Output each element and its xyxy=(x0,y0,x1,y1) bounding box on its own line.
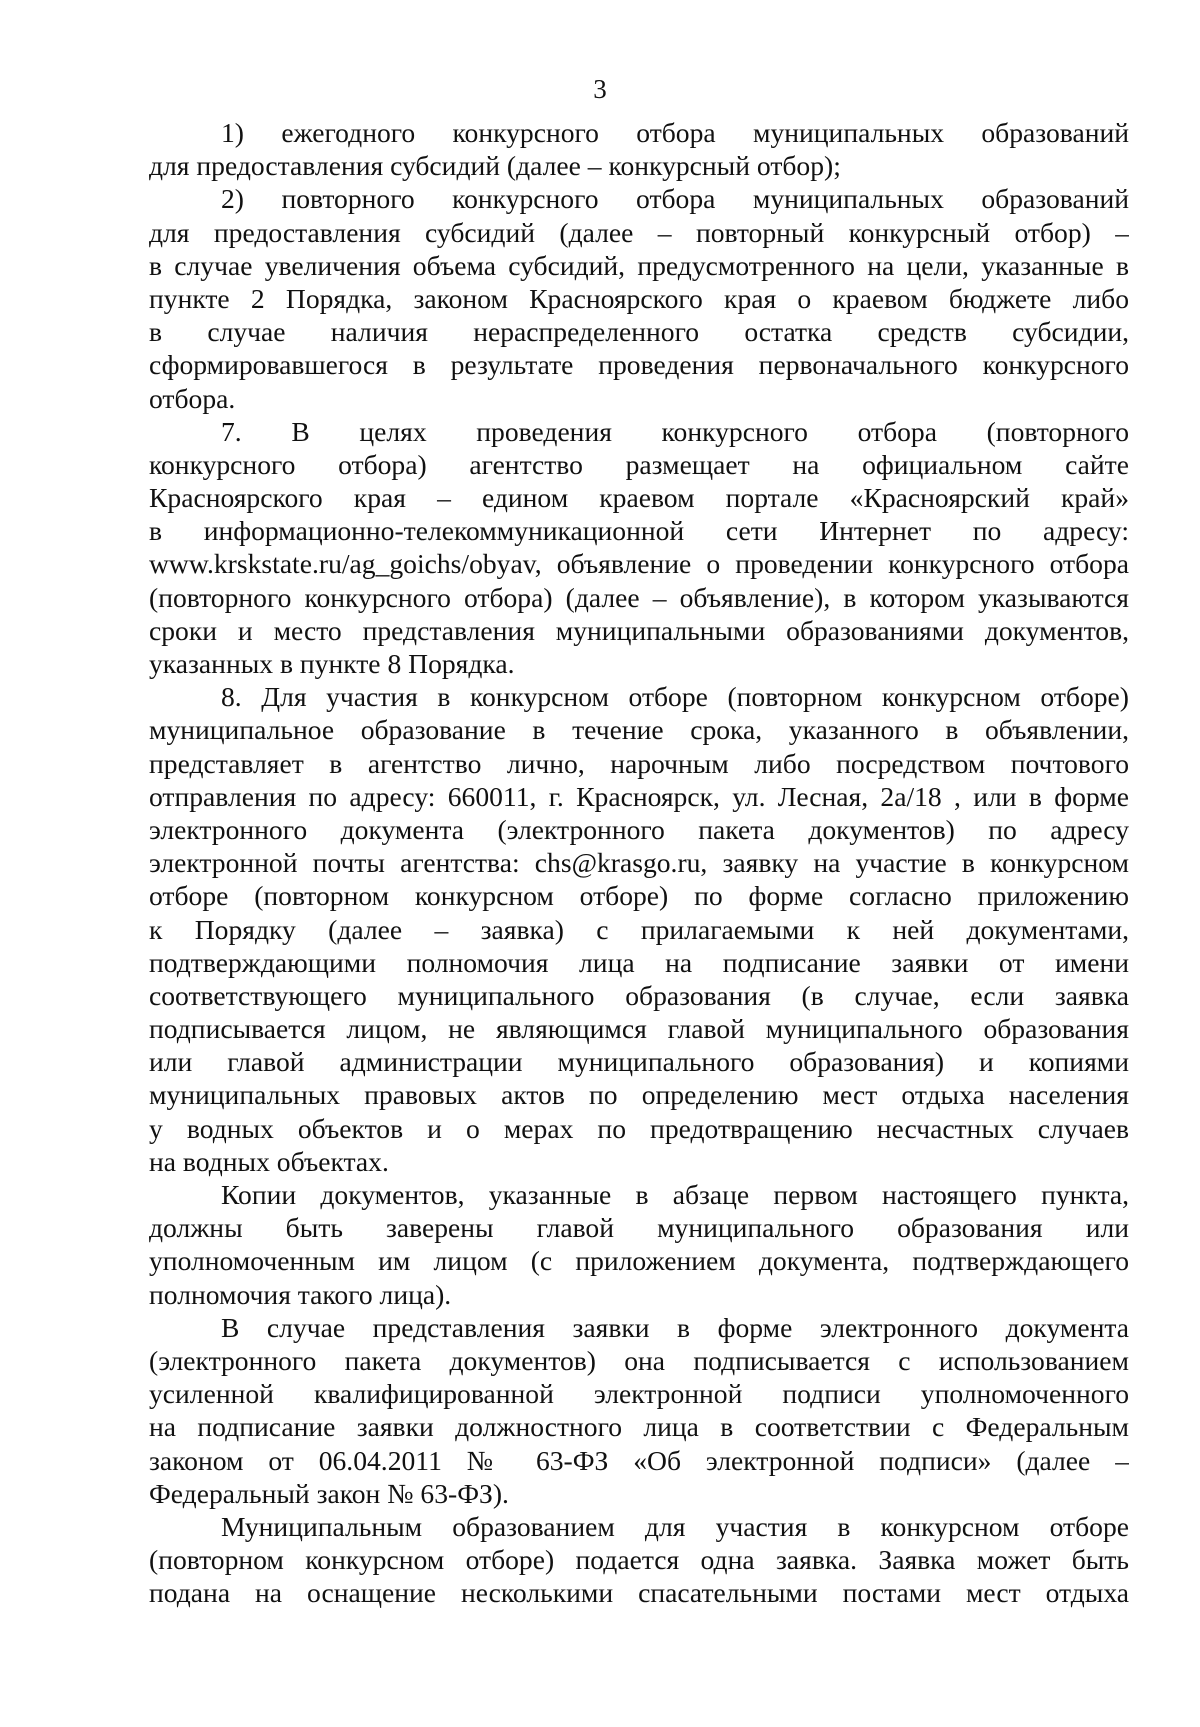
text-line: пункте 2 Порядка, законом Красноярского края о краевом бюджете либо xyxy=(149,282,1129,314)
text-line: (электронного пакета документов) она подписывается с использованием xyxy=(149,1344,1129,1376)
text-line: сроки и место представления муниципальными образованиями документов, xyxy=(149,614,1129,646)
text-line: для предоставления субсидий (далее – повторный конкурсный отбор) – xyxy=(149,216,1129,248)
text-line: www.krskstate.ru/ag_goichs/obyav, объявление о проведении конкурсного отбора xyxy=(149,548,1129,580)
text-line: к Порядку (далее – заявка) с прилагаемыми к ней документами, xyxy=(149,913,1129,945)
text-line: подана на оснащение несколькими спасательными постами мест отдыха xyxy=(149,1577,1129,1609)
text-line: у водных объектов и о мерах по предотвращению несчастных случаев xyxy=(149,1112,1129,1144)
text-line: Муниципальным образованием для участия в конкурсном отборе xyxy=(221,1510,1129,1542)
text-line: в случае увеличения объема субсидий, предусмотренного на цели, указанные в xyxy=(149,249,1129,281)
document-body xyxy=(149,116,1129,1609)
text-line: 1) ежегодного конкурсного отбора муниципальных образований xyxy=(221,117,1129,148)
text-line: законом от 06.04.2011 № 63-ФЗ «Об электронной подписи» (далее – xyxy=(149,1444,1129,1476)
text-line: подписывается лицом, не являющимся главой муниципального образования xyxy=(149,1013,1129,1045)
text-line: электронной почты агентства: chs@krasgo.ru, заявку на участие в конкурсном xyxy=(149,847,1129,879)
text-line: в информационно-телекоммуникационной сети Интернет по адресу: xyxy=(149,515,1129,547)
text-line: для предоставления субсидий (далее – конкурсный отбор); xyxy=(149,150,841,182)
text-line: или главой администрации муниципального образования) и копиями xyxy=(149,1046,1129,1078)
text-line: должны быть заверены главой муниципального образования или xyxy=(149,1212,1129,1244)
text-line: муниципальное образование в течение срока, указанного в объявлении, xyxy=(149,714,1129,746)
text-line: Федеральный закон № 63-ФЗ). xyxy=(149,1477,509,1509)
text-line: полномочия такого лица). xyxy=(149,1278,452,1310)
text-line: подтверждающими полномочия лица на подписание заявки от имени xyxy=(149,946,1129,978)
text-line: на водных объектах. xyxy=(149,1145,389,1177)
text-line: в случае наличия нераспределенного остатка средств субсидии, xyxy=(149,316,1129,348)
text-line: В случае представления заявки в форме электронного документа xyxy=(221,1311,1129,1343)
text-line: отборе (повторном конкурсном отборе) по форме согласно приложению xyxy=(149,880,1129,912)
page-number: 3 xyxy=(593,74,607,104)
text-line: на подписание заявки должностного лица в соответствии с Федеральным xyxy=(149,1411,1129,1443)
text-line: соответствующего муниципального образования (в случае, если заявка xyxy=(149,979,1129,1011)
text-line: Красноярского края – едином краевом портале «Красноярский край» xyxy=(149,482,1129,514)
text-line: муниципальных правовых актов по определению мест отдыха населения xyxy=(149,1079,1129,1111)
text-line: представляет в агентство лично, нарочным либо посредством почтового xyxy=(149,747,1129,779)
text-line: 7. В целях проведения конкурсного отбора (повторного xyxy=(221,415,1129,447)
text-line: конкурсного отбора) агентство размещает на официальном сайте xyxy=(149,448,1129,480)
text-line: 8. Для участия в конкурсном отборе (повторном конкурсном отборе) xyxy=(221,681,1129,713)
text-line: указанных в пункте 8 Порядка. xyxy=(149,648,515,679)
text-line: отбора. xyxy=(149,382,236,414)
text-line: (повторного конкурсного отбора) (далее – объявление), в котором указываются xyxy=(149,581,1129,613)
text-line: усиленной квалифицированной электронной подписи уполномоченного xyxy=(149,1378,1129,1410)
text-line: сформировавшегося в результате проведения первоначального конкурсного xyxy=(149,349,1129,381)
text-line: 2) повторного конкурсного отбора муниципальных образований xyxy=(221,183,1129,215)
text-line: Копии документов, указанные в абзаце первом настоящего пункта, xyxy=(221,1179,1129,1210)
text-line: уполномоченным им лицом (с приложением документа, подтверждающего xyxy=(149,1245,1129,1277)
text-line: (повторном конкурсном отборе) подается одна заявка. Заявка может быть xyxy=(149,1544,1129,1576)
text-line: отправления по адресу: 660011, г. Красноярск, ул. Лесная, 2а/18 , или в форме xyxy=(149,780,1129,812)
text-line: электронного документа (электронного пакета документов) по адресу xyxy=(149,813,1129,845)
